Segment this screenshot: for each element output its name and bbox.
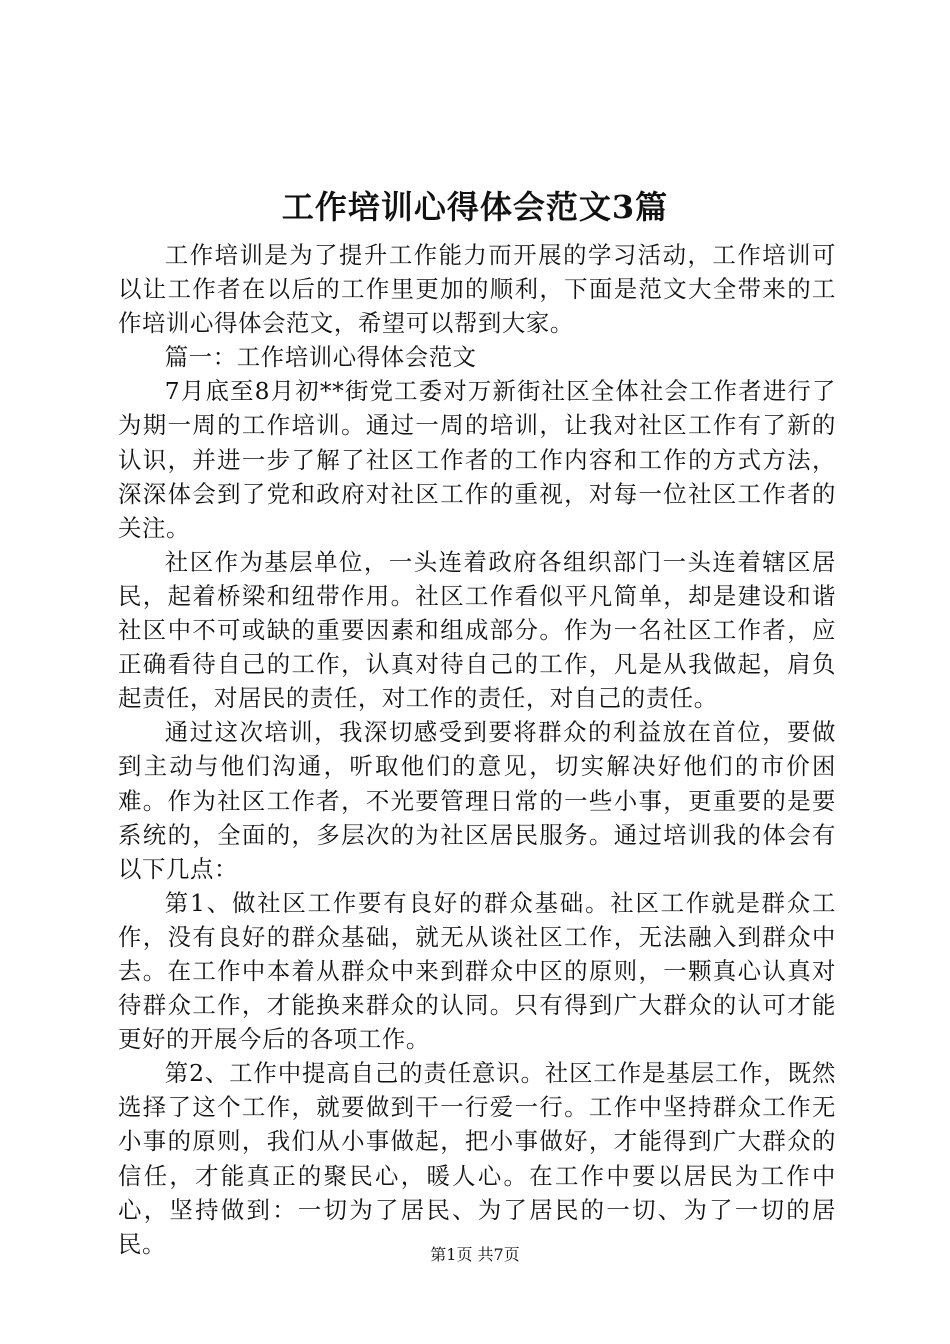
body-paragraph: 通过这次培训，我深切感受到要将群众的利益放在首位，要做到主动与他们沟通，听取他们的意见，切实解决好他们的市价困难。作为社区工作者，不光要管理日常的一些小事，更重要的是要系统的，全面的，多层次的为社区居民服务。通过培训我的体会有以下几点：: [118, 718, 836, 883]
body-paragraph: 社区作为基层单位，一头连着政府各组织部门一头连着辖区居民，起着桥梁和纽带作用。社区工作看似平凡简单，却是建设和谐社区中不可或缺的重要因素和组成部分。作为一名社区工作者，应正确看待自己的工作，认真对待自己的工作，凡是从我做起，肩负起责任，对居民的责任，对工作的责任，对自己的责任。: [118, 547, 836, 713]
section-heading: 篇一：工作培训心得体会范文: [164, 343, 477, 372]
body-paragraph: 第1、做社区工作要有良好的群众基础。社区工作就是群众工作，没有良好的群众基础，就无从谈社区工作，无法融入到群众中去。在工作中本着从群众中来到群众中区的原则，一颗真心认真对待群众工作，才能换来群众的认同。只有得到广大群众的认可才能更好的开展今后的各项工作。: [118, 888, 836, 1054]
page-number-footer: 第1页 共7页: [430, 1245, 520, 1264]
body-paragraph: 7月底至8月初**街党工委对万新街社区全体社会工作者进行了为期一周的工作培训。通过一周的培训，让我对社区工作有了新的认识，并进一步了解了社区工作者的工作内容和工作的方式方法，深深体会到了党和政府对社区工作的重视，对每一位社区工作者的关注。: [118, 377, 836, 542]
body-paragraph: 第2、工作中提高自己的责任意识。社区工作是基层工作，既然选择了这个工作，就要做到干一行爱一行。工作中坚持群众工作无小事的原则，我们从小事做起，把小事做好，才能得到广大群众的信任，才能真正的聚民心，暖人心。在工作中要以居民为工作中心，坚持做到：一切为了居民、为了居民的一切、为了一切的居民。: [118, 1059, 836, 1258]
intro-paragraph: 工作培训是为了提升工作能力而开展的学习活动，工作培训可以让工作者在以后的工作里更加的顺利，下面是范文大全带来的工作培训心得体会范文，希望可以帮到大家。: [118, 241, 836, 338]
document-body: [118, 238, 836, 1261]
document-title: 工作培训心得体会范文3篇: [281, 188, 669, 226]
